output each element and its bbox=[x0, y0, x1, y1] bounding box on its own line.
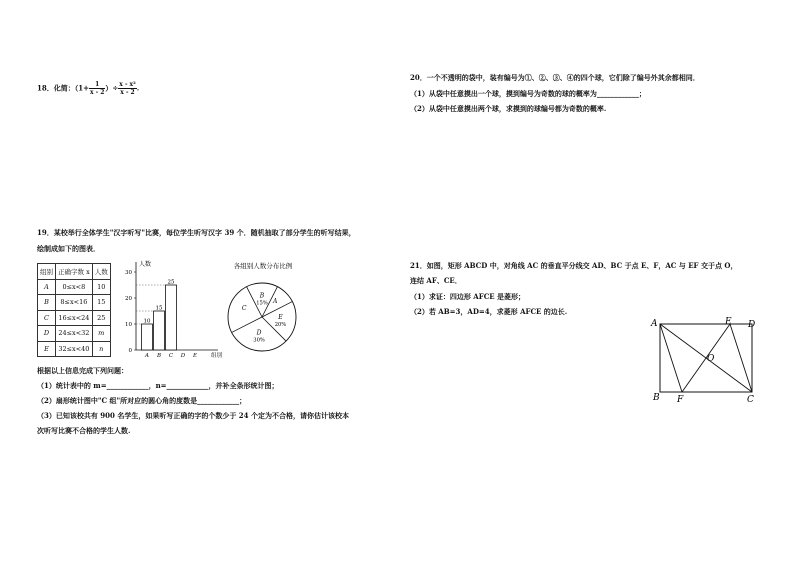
q18-frac2-den: x - 2 bbox=[120, 89, 135, 96]
table-cell: C bbox=[38, 310, 56, 326]
point-label-f: F bbox=[677, 395, 684, 404]
table-cell: 0≤x<8 bbox=[56, 279, 93, 295]
q18-expression bbox=[37, 81, 139, 96]
x-tick-label: C bbox=[168, 353, 174, 359]
table-cell: 16≤x<24 bbox=[56, 310, 93, 326]
segment-ef bbox=[682, 324, 730, 392]
q21-sub2: （2）若 AB=3，AD=4，求菱形 AFCE 的边长. bbox=[410, 307, 568, 316]
pie-slice-label: D bbox=[256, 329, 262, 337]
q19-line1: 19．某校举行全体学生"汉字听写"比赛，每位学生听写汉字 39 个．随机抽取了部分学生的听写结果， bbox=[37, 228, 356, 237]
bar bbox=[142, 324, 153, 350]
bar-value-label: 10 bbox=[143, 318, 151, 325]
point-label-o: O bbox=[707, 354, 715, 364]
q18-frac2 bbox=[118, 81, 136, 96]
q21-line1: 21．如图，矩形 ABCD 中，对角线 AC 的垂直平分线交 AD、BC 于点 E、F，AC 与 EF 交于点 O， bbox=[410, 261, 738, 270]
pie-slice-label: A bbox=[273, 297, 278, 305]
rectangle-figure bbox=[648, 316, 760, 404]
x-tick-label: D bbox=[180, 353, 186, 359]
segment-ce bbox=[730, 324, 752, 392]
segment-af bbox=[660, 324, 682, 392]
pie-title: 各组别人数分布比例 bbox=[233, 262, 293, 270]
table-header: 人数 bbox=[92, 264, 110, 280]
q18-frac1-num: 1 bbox=[89, 81, 105, 89]
pie-slice-label: C bbox=[241, 305, 247, 313]
table-cell: B bbox=[38, 295, 56, 311]
point-label-e: E bbox=[725, 317, 732, 327]
q18-prefix: 18．化简：（1+ bbox=[37, 83, 89, 93]
q18-end: . bbox=[136, 83, 140, 93]
table-row bbox=[38, 310, 111, 326]
y-tick-label: 0 bbox=[128, 348, 132, 354]
q19-sub2: （2）扇形统计图中"C 组"所对应的圆心角的度数是____________； bbox=[37, 396, 247, 405]
q18-mid: ）÷ bbox=[105, 83, 119, 93]
q20-line1: 20．一个不透明的袋中，装有编号为①、②、③、④的四个球，它们除了编号外其余都相同． bbox=[410, 73, 700, 82]
table-header: 组别 bbox=[38, 264, 56, 280]
table-cell: D bbox=[38, 326, 56, 342]
table-cell: m bbox=[92, 326, 110, 342]
point-label-a: A bbox=[651, 319, 658, 329]
q19-sub1: （1）统计表中的 m=____________，n=____________，并补全条形统计图； bbox=[37, 381, 279, 390]
pie-chart bbox=[222, 259, 304, 359]
table-cell: 25 bbox=[92, 310, 110, 326]
table-cell: 24≤x<32 bbox=[56, 326, 93, 342]
q19-sub3b: 次听写比赛不合格的学生人数. bbox=[37, 426, 131, 435]
bar-chart bbox=[118, 256, 230, 360]
table-row bbox=[38, 341, 111, 357]
bar-value-label: 15 bbox=[155, 305, 163, 312]
table-cell: n bbox=[92, 341, 110, 357]
y-tick-label: 10 bbox=[125, 322, 132, 328]
q18-frac1-den: x - 2 bbox=[89, 89, 105, 96]
point-label-d: D bbox=[748, 320, 756, 330]
q18-frac2-num: x - x² bbox=[119, 81, 136, 88]
x-axis-label: 组别 bbox=[211, 353, 223, 359]
table-header-row bbox=[38, 264, 111, 280]
table-cell: 8≤x<16 bbox=[56, 295, 93, 311]
pie-slice-label: E bbox=[278, 313, 283, 321]
point-label-c: C bbox=[747, 395, 754, 404]
pie-slice-percent: 20% bbox=[274, 321, 287, 328]
pie-slice-percent: 30% bbox=[253, 337, 265, 344]
y-tick-label: 30 bbox=[125, 270, 132, 276]
q20-sub1: （1）从袋中任意摸出一个球，摸到编号为奇数的球的概率为____________； bbox=[410, 89, 646, 98]
q20-sub2: （2）从袋中任意摸出两个球，求摸到的球编号都为奇数的概率. bbox=[410, 104, 607, 113]
point-label-b: B bbox=[653, 393, 660, 403]
table-cell: 10 bbox=[92, 279, 110, 295]
x-tick-label: E bbox=[192, 353, 198, 359]
table-cell: A bbox=[38, 279, 56, 295]
bar-value-label: 25 bbox=[167, 279, 175, 286]
q21-line2: 连结 AF、CE． bbox=[410, 276, 462, 285]
table-row bbox=[38, 295, 111, 311]
q21-sub1: （1）求证：四边形 AFCE 是菱形； bbox=[410, 292, 526, 301]
q19-frequency-table bbox=[37, 263, 111, 357]
q19-sub3a: （3）已知该校共有 900 名学生，如果听写正确的字的个数少于 24 个定为不合格，请你估计该校本 bbox=[37, 411, 349, 420]
table-cell: 15 bbox=[92, 295, 110, 311]
bar bbox=[166, 285, 177, 350]
pie-slice-label: B bbox=[259, 292, 265, 300]
pie-slice-percent: 15% bbox=[256, 300, 268, 307]
table-row bbox=[38, 326, 111, 342]
table-cell: 32≤x<40 bbox=[56, 341, 93, 357]
table-header: 正确字数 x bbox=[56, 264, 93, 280]
x-tick-label: B bbox=[156, 353, 162, 359]
table-cell: E bbox=[38, 341, 56, 357]
y-axis-label: 人数 bbox=[139, 261, 152, 268]
y-tick-label: 20 bbox=[125, 296, 132, 302]
q18-frac1 bbox=[89, 81, 105, 96]
table-row bbox=[38, 279, 111, 295]
x-tick-label: A bbox=[145, 353, 149, 359]
q19-after: 根据以上信息完成下列问题： bbox=[37, 366, 128, 375]
q19-line2: 绘制成如下的图表． bbox=[37, 244, 100, 253]
bar bbox=[154, 311, 165, 350]
